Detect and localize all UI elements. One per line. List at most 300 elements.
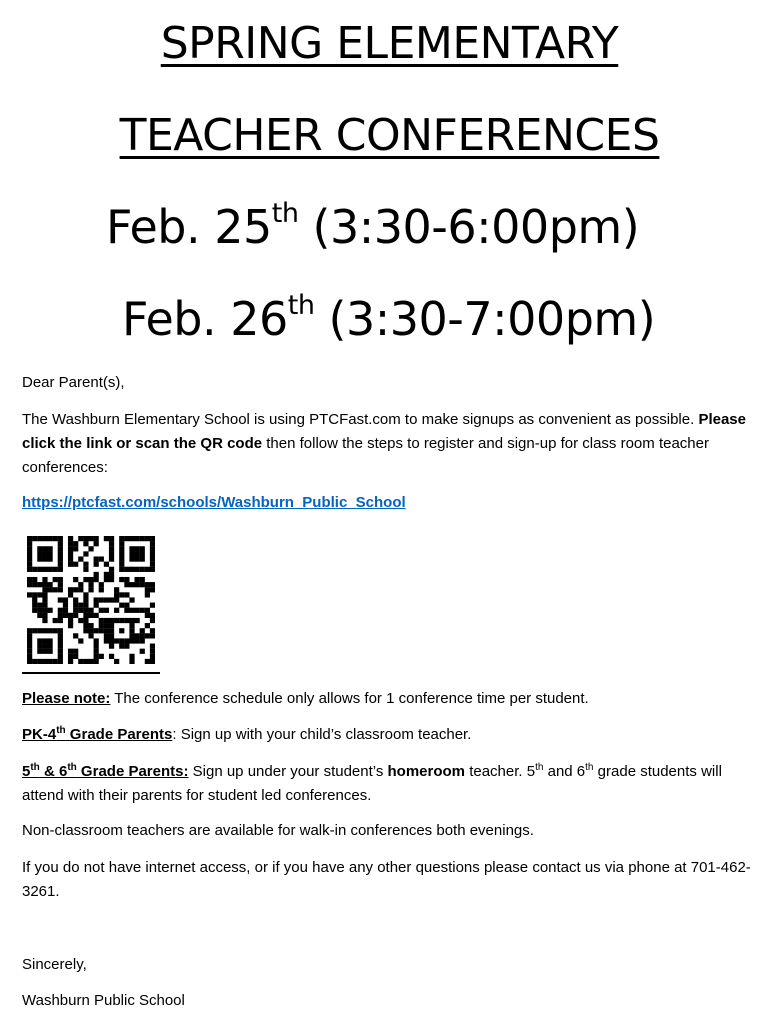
qr-module (42, 546, 47, 551)
qr-module (68, 659, 73, 664)
qr-module (135, 577, 140, 582)
qr-module (109, 572, 114, 577)
qr-module (99, 628, 104, 633)
qr-module (145, 659, 150, 664)
qr-module (58, 613, 63, 618)
qr-module (109, 541, 114, 546)
qr-module (58, 628, 63, 633)
qr-module (135, 546, 140, 551)
qr-module (68, 556, 73, 561)
qr-module (129, 536, 134, 541)
qr-module (104, 597, 109, 602)
qr-module (119, 546, 124, 551)
qr-module (27, 649, 32, 654)
qr-module (58, 536, 63, 541)
qr-module (27, 567, 32, 572)
qr-module (83, 577, 88, 582)
qr-module (119, 536, 124, 541)
qr-code[interactable] (22, 532, 160, 674)
qr-module (47, 608, 52, 613)
qr-module (94, 577, 99, 582)
qr-module (94, 541, 99, 546)
qr-module (73, 654, 78, 659)
qr-module (58, 638, 63, 643)
qr-module (58, 577, 63, 582)
qr-module (32, 628, 37, 633)
qr-module (129, 618, 134, 623)
qr-module (145, 608, 150, 613)
qr-module (94, 556, 99, 561)
qr-module (68, 623, 73, 628)
qr-module (145, 633, 150, 638)
qr-module (109, 567, 114, 572)
pk4-label: PK-4th Grade Parents (22, 725, 173, 743)
qr-module (129, 608, 134, 613)
qr-module (73, 541, 78, 546)
qr-module (37, 638, 42, 643)
conference-date-1: Feb. 25th (3:30-6:00pm) (106, 198, 640, 254)
qr-module (135, 556, 140, 561)
qr-module (145, 567, 150, 572)
qr-module (109, 551, 114, 556)
qr-module (94, 649, 99, 654)
closing: Sincerely, (22, 956, 87, 973)
qr-module (27, 592, 32, 597)
qr-module (140, 556, 145, 561)
qr-module (27, 562, 32, 567)
qr-module (32, 597, 37, 602)
qr-module (53, 536, 58, 541)
qr-module (83, 597, 88, 602)
qr-module (114, 608, 119, 613)
qr-module (27, 659, 32, 664)
qr-module (47, 551, 52, 556)
qr-module (73, 587, 78, 592)
qr-module (150, 587, 155, 592)
qr-module (150, 551, 155, 556)
qr-module (37, 649, 42, 654)
qr-module (135, 608, 140, 613)
qr-module (104, 633, 109, 638)
qr-module (145, 623, 150, 628)
qr-module (42, 551, 47, 556)
qr-module (150, 562, 155, 567)
qr-module (119, 638, 124, 643)
qr-module (78, 603, 83, 608)
conference-date-2: Feb. 26th (3:30-7:00pm) (122, 290, 656, 346)
qr-module (42, 603, 47, 608)
qr-module (47, 659, 52, 664)
qr-module (83, 628, 88, 633)
qr-module (32, 577, 37, 582)
qr-module (129, 546, 134, 551)
qr-module (150, 654, 155, 659)
qr-module (124, 536, 129, 541)
qr-module (150, 536, 155, 541)
qr-module (83, 618, 88, 623)
qr-module (37, 551, 42, 556)
qr-module (68, 546, 73, 551)
qr-module (47, 546, 52, 551)
qr-module (73, 649, 78, 654)
greeting: Dear Parent(s), (22, 374, 125, 391)
qr-module (140, 638, 145, 643)
pk4-paragraph: PK-4th Grade Parents: Sign up with your child’s classroom teacher. (22, 725, 472, 743)
qr-module (37, 613, 42, 618)
qr-module (47, 536, 52, 541)
qr-module (129, 654, 134, 659)
qr-module (135, 618, 140, 623)
qr-module (129, 659, 134, 664)
qr-module (94, 562, 99, 567)
event-title-text: TEACHER CONFERENCES (119, 110, 660, 161)
qr-module (129, 551, 134, 556)
qr-module (32, 659, 37, 664)
qr-module (135, 567, 140, 572)
event-title (0, 110, 779, 161)
qr-module (109, 556, 114, 561)
qr-module (73, 603, 78, 608)
qr-module (104, 608, 109, 613)
qr-module (109, 638, 114, 643)
qr-module (94, 659, 99, 664)
qr-module (109, 597, 114, 602)
qr-module (68, 613, 73, 618)
qr-module (78, 556, 83, 561)
qr-module (78, 659, 83, 664)
qr-module (104, 628, 109, 633)
qr-module (78, 587, 83, 592)
qr-module (99, 597, 104, 602)
qr-module (47, 638, 52, 643)
qr-module (68, 654, 73, 659)
qr-module (37, 582, 42, 587)
qr-module (73, 577, 78, 582)
qr-module (58, 659, 63, 664)
qr-module (94, 603, 99, 608)
qr-module (42, 628, 47, 633)
qr-module (124, 618, 129, 623)
qr-module (99, 608, 104, 613)
qr-module (109, 546, 114, 551)
qr-module (58, 608, 63, 613)
qr-module (119, 577, 124, 582)
qr-module (42, 659, 47, 664)
qr-module (53, 628, 58, 633)
qr-module (63, 597, 68, 602)
qr-module (58, 587, 63, 592)
qr-module (145, 613, 150, 618)
qr-module (109, 623, 114, 628)
qr-module (27, 546, 32, 551)
qr-module (83, 567, 88, 572)
qr-module (150, 633, 155, 638)
qr-module (99, 618, 104, 623)
qr-module (83, 562, 88, 567)
qr-module (124, 608, 129, 613)
qr-module (42, 597, 47, 602)
qr-module (124, 582, 129, 587)
instruction-bold: Please click the link or scan the QR code (22, 411, 746, 452)
qr-module (68, 551, 73, 556)
qr-module (58, 654, 63, 659)
qr-module (27, 638, 32, 643)
qr-module (73, 597, 78, 602)
qr-module (150, 659, 155, 664)
qr-module (114, 597, 119, 602)
qr-module (53, 618, 58, 623)
qr-module (150, 567, 155, 572)
qr-module (83, 592, 88, 597)
qr-module (104, 623, 109, 628)
qr-module (68, 649, 73, 654)
qr-module (47, 587, 52, 592)
qr-module (109, 577, 114, 582)
qr-module (124, 603, 129, 608)
qr-module (124, 577, 129, 582)
grade56-label: 5th & 6th Grade Parents: (22, 762, 189, 780)
qr-module (145, 592, 150, 597)
qr-module (99, 582, 104, 587)
qr-module (42, 649, 47, 654)
qr-module (129, 597, 134, 602)
signature: Washburn Public School (22, 992, 185, 1009)
qr-module (42, 536, 47, 541)
qr-module (27, 644, 32, 649)
qr-module (150, 628, 155, 633)
qr-module (37, 644, 42, 649)
qr-module (37, 592, 42, 597)
qr-module (119, 628, 124, 633)
qr-module (129, 582, 134, 587)
qr-module (145, 587, 150, 592)
qr-module (94, 644, 99, 649)
qr-module (73, 633, 78, 638)
qr-module (104, 638, 109, 643)
qr-module (78, 582, 83, 587)
qr-module (88, 582, 93, 587)
qr-module (129, 567, 134, 572)
qr-module (27, 582, 32, 587)
qr-module (83, 551, 88, 556)
qr-module (58, 567, 63, 572)
qr-module (37, 659, 42, 664)
qr-module (88, 536, 93, 541)
qr-module (78, 536, 83, 541)
qr-module (58, 597, 63, 602)
qr-module (99, 623, 104, 628)
qr-module (58, 551, 63, 556)
qr-module (104, 572, 109, 577)
qr-module (42, 582, 47, 587)
qr-module (119, 618, 124, 623)
qr-module (119, 644, 124, 649)
qr-module (83, 608, 88, 613)
qr-module (119, 603, 124, 608)
qr-module (119, 592, 124, 597)
qr-module (150, 618, 155, 623)
qr-module (150, 582, 155, 587)
contact-paragraph: If you do not have internet access, or if you have any other questions please contact us via phone at 701-462-3261. (22, 859, 751, 900)
qr-module (32, 536, 37, 541)
qr-module (129, 633, 134, 638)
qr-module (145, 582, 150, 587)
qr-module (119, 562, 124, 567)
qr-module (88, 623, 93, 628)
qr-module (129, 623, 134, 628)
qr-module (42, 567, 47, 572)
note-label: Please note: (22, 690, 111, 707)
qr-module (109, 633, 114, 638)
qr-module (37, 536, 42, 541)
qr-module (58, 649, 63, 654)
qr-module (140, 582, 145, 587)
qr-module (94, 638, 99, 643)
qr-module (42, 587, 47, 592)
qr-module (114, 587, 119, 592)
qr-module (53, 659, 58, 664)
qr-module (53, 587, 58, 592)
qr-module (27, 551, 32, 556)
qr-module (63, 603, 68, 608)
qr-module (78, 638, 83, 643)
qr-module (58, 556, 63, 561)
qr-module (124, 567, 129, 572)
qr-module (42, 577, 47, 582)
qr-module (58, 582, 63, 587)
qr-module (88, 577, 93, 582)
qr-module (58, 546, 63, 551)
qr-module (88, 628, 93, 633)
qr-module (119, 541, 124, 546)
qr-module (27, 556, 32, 561)
qr-module (140, 649, 145, 654)
qr-module (135, 633, 140, 638)
school-title: SPRING ELEMENTARY (160, 18, 619, 69)
qr-module (47, 556, 52, 561)
qr-module (68, 562, 73, 567)
qr-module (88, 633, 93, 638)
qr-module (94, 536, 99, 541)
nonclassroom-paragraph: Non-classroom teachers are available for walk-in conferences both evenings. (22, 822, 534, 839)
qr-module (140, 551, 145, 556)
qr-code-image (27, 536, 155, 664)
qr-module (88, 608, 93, 613)
qr-module (94, 654, 99, 659)
qr-module (140, 546, 145, 551)
qr-module (150, 556, 155, 561)
qr-module (140, 628, 145, 633)
qr-module (73, 546, 78, 551)
qr-module (58, 633, 63, 638)
qr-module (109, 536, 114, 541)
qr-module (37, 603, 42, 608)
qr-module (114, 659, 119, 664)
qr-module (27, 577, 32, 582)
qr-module (114, 592, 119, 597)
qr-module (104, 536, 109, 541)
qr-module (150, 541, 155, 546)
qr-module (32, 592, 37, 597)
qr-module (150, 613, 155, 618)
qr-module (63, 608, 68, 613)
qr-module (42, 644, 47, 649)
qr-module (47, 567, 52, 572)
qr-module (42, 592, 47, 597)
qr-module (37, 567, 42, 572)
qr-module (47, 582, 52, 587)
qr-module (83, 623, 88, 628)
qr-module (140, 608, 145, 613)
intro-paragraph: The Washburn Elementary School is using PTCFast.com to make signups as convenient as possible. Please click the link or scan the QR code then follow the steps to register and sign-up for class room teacher conferences: (22, 411, 746, 476)
qr-module (58, 562, 63, 567)
qr-module (104, 577, 109, 582)
qr-module (104, 562, 109, 567)
qr-module (150, 649, 155, 654)
qr-module (68, 587, 73, 592)
qr-module (27, 654, 32, 659)
qr-module (114, 618, 119, 623)
qr-module (109, 628, 114, 633)
qr-module (88, 659, 93, 664)
signup-link[interactable]: https://ptcfast.com/schools/Washburn_Public_School (22, 494, 406, 511)
qr-module (150, 603, 155, 608)
qr-module (42, 638, 47, 643)
qr-module (73, 613, 78, 618)
qr-module (119, 551, 124, 556)
qr-module (47, 644, 52, 649)
qr-module (150, 644, 155, 649)
qr-module (42, 613, 47, 618)
qr-module (37, 556, 42, 561)
qr-module (135, 582, 140, 587)
qr-module (109, 618, 114, 623)
qr-module (68, 536, 73, 541)
qr-module (104, 618, 109, 623)
qr-module (47, 649, 52, 654)
qr-module (94, 613, 99, 618)
qr-module (140, 567, 145, 572)
qr-module (119, 567, 124, 572)
qr-module (114, 638, 119, 643)
qr-module (32, 603, 37, 608)
qr-module (27, 633, 32, 638)
qr-module (124, 644, 129, 649)
qr-module (140, 633, 145, 638)
qr-module (88, 613, 93, 618)
qr-module (83, 541, 88, 546)
qr-module (78, 608, 83, 613)
qr-module (124, 592, 129, 597)
qr-module (32, 567, 37, 572)
qr-module (135, 551, 140, 556)
qr-module (129, 556, 134, 561)
qr-module (53, 577, 58, 582)
qr-module (94, 628, 99, 633)
qr-module (109, 644, 114, 649)
qr-module (145, 536, 150, 541)
qr-module (68, 541, 73, 546)
qr-module (32, 608, 37, 613)
qr-module (135, 536, 140, 541)
qr-module (63, 613, 68, 618)
qr-module (135, 638, 140, 643)
qr-module (78, 618, 83, 623)
qr-module (150, 546, 155, 551)
note-paragraph: Please note: The conference schedule only allows for 1 conference time per student. (22, 690, 589, 707)
qr-module (94, 572, 99, 577)
qr-module (58, 618, 63, 623)
